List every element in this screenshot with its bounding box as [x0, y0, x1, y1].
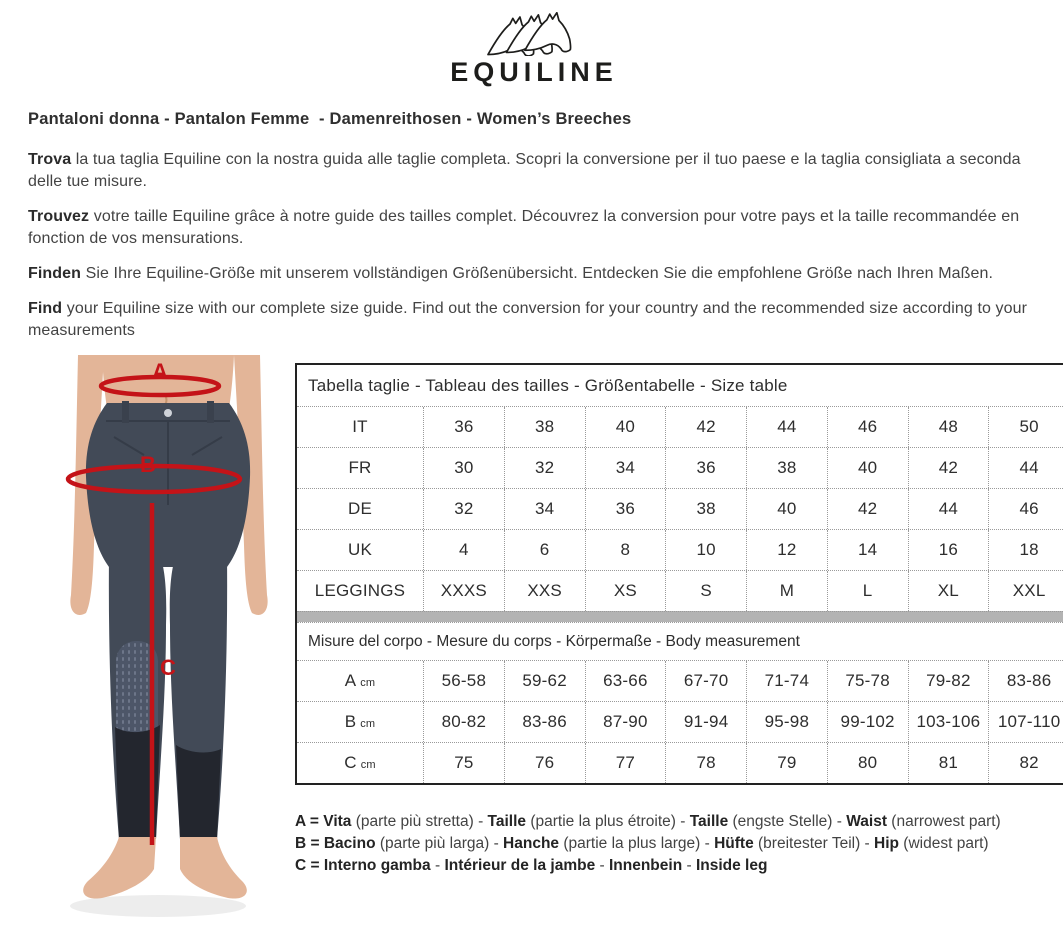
table-row — [297, 488, 1063, 529]
table-cell: 44 — [988, 448, 1063, 488]
table-cell: 83-86 — [504, 702, 585, 742]
legend-line: C = Interno gamba - Intérieur de la jambe - Innenbein - Inside leg — [295, 857, 768, 874]
table-cell: M — [746, 571, 827, 611]
table-row — [297, 447, 1063, 488]
brand-header — [0, 0, 1063, 88]
table-cell: XL — [908, 571, 989, 611]
table-cell: 67-70 — [665, 661, 746, 701]
table-cell: 38 — [504, 407, 585, 447]
table-cell: 76 — [504, 743, 585, 783]
table-title: Tabella taglie - Tableau des tailles - Größentabelle - Size table — [308, 375, 788, 395]
belt-loop — [122, 401, 129, 423]
table-cell: 40 — [585, 407, 666, 447]
label-c: C — [160, 655, 176, 680]
measurement-title: Misure del corpo - Mesure du corps - Körpermaße - Body measurement — [308, 632, 800, 650]
table-cell: XXXS — [423, 571, 504, 611]
table-cell: 36 — [665, 448, 746, 488]
legend-line: B = Bacino (parte più larga) - Hanche (partie la plus large) - Hüfte (breitester Teil) - Hip (widest part) — [295, 835, 989, 852]
table-cell: 32 — [423, 489, 504, 529]
table-cell: 10 — [665, 530, 746, 570]
label-b: B — [140, 452, 156, 477]
table-cell: 56-58 — [423, 661, 504, 701]
table-cell: 80 — [827, 743, 908, 783]
table-cell: 42 — [908, 448, 989, 488]
right-foot — [180, 837, 247, 899]
table-cell: 38 — [665, 489, 746, 529]
main-area — [28, 355, 1061, 930]
table-cell: 38 — [746, 448, 827, 488]
table-cell: 103-106 — [908, 702, 989, 742]
table-cell: 14 — [827, 530, 908, 570]
table-cell: 18 — [988, 530, 1063, 570]
intro-paragraph: Trova la tua taglia Equiline con la nostra guida alle taglie completa. Scopri la conversione per il tuo paese e la taglia consigliata a seconda delle tue misure. — [28, 151, 1021, 190]
table-cell: 40 — [827, 448, 908, 488]
table-row — [297, 406, 1063, 447]
table-row — [297, 701, 1063, 742]
row-label: C cm — [344, 753, 376, 772]
left-foot — [83, 837, 156, 899]
table-cell: XXS — [504, 571, 585, 611]
table-cell: S — [665, 571, 746, 611]
intro-paragraph: Find your Equiline size with our complete size guide. Find out the conversion for your country and the recommended size according to your measurements — [28, 300, 1028, 339]
size-table — [295, 363, 1063, 785]
table-cell: 78 — [665, 743, 746, 783]
table-cell: 44 — [908, 489, 989, 529]
table-cell: 59-62 — [504, 661, 585, 701]
table-row — [297, 529, 1063, 570]
table-cell: 16 — [908, 530, 989, 570]
model-measurement-photo — [48, 355, 290, 929]
legend-line: A = Vita (parte più stretta) - Taille (partie la plus étroite) - Taille (engste Stelle) - Waist (narrowest part) — [295, 813, 1001, 830]
table-cell: L — [827, 571, 908, 611]
separator-band — [297, 611, 1063, 622]
table-row — [297, 660, 1063, 701]
table-cell: 12 — [746, 530, 827, 570]
table-cell: 79-82 — [908, 661, 989, 701]
table-cell: 34 — [504, 489, 585, 529]
table-cell: XXL — [988, 571, 1063, 611]
table-cell: 50 — [988, 407, 1063, 447]
table-cell: 77 — [585, 743, 666, 783]
row-label: B cm — [344, 712, 376, 731]
table-cell: 99-102 — [827, 702, 908, 742]
page-title: Pantaloni donna - Pantalon Femme - Damenreithosen - Women’s Breeches — [28, 110, 632, 128]
table-cell: 71-74 — [746, 661, 827, 701]
measurement-legend — [295, 811, 1063, 877]
label-a: A — [152, 359, 168, 384]
table-cell: 87-90 — [585, 702, 666, 742]
table-title-row — [297, 365, 1063, 406]
size-table-section — [295, 363, 1063, 877]
table-cell: 82 — [988, 743, 1063, 783]
table-cell: 42 — [827, 489, 908, 529]
table-cell: 80-82 — [423, 702, 504, 742]
table-cell: 36 — [585, 489, 666, 529]
table-cell: 91-94 — [665, 702, 746, 742]
row-label: FR — [348, 458, 372, 477]
table-cell: 107-110 — [988, 702, 1063, 742]
row-label: LEGGINGS — [314, 581, 406, 600]
table-cell: 81 — [908, 743, 989, 783]
table-cell: 32 — [504, 448, 585, 488]
row-label: IT — [352, 417, 368, 436]
intro-paragraph: Trouvez votre taille Equiline grâce à notre guide des tailles complet. Découvrez la conversion pour votre pays et la taille recommandée en fonction de vos mensurations. — [28, 208, 1020, 247]
row-label: A cm — [344, 671, 376, 690]
table-cell: 36 — [423, 407, 504, 447]
table-cell: 75 — [423, 743, 504, 783]
table-cell: 44 — [746, 407, 827, 447]
belt-loop — [207, 401, 214, 423]
table-cell: XS — [585, 571, 666, 611]
table-row — [297, 742, 1063, 783]
waist-button — [164, 409, 172, 417]
table-cell: 30 — [423, 448, 504, 488]
table-cell: 79 — [746, 743, 827, 783]
table-cell: 75-78 — [827, 661, 908, 701]
table-cell: 83-86 — [988, 661, 1063, 701]
table-cell: 34 — [585, 448, 666, 488]
brand-name: EQUILINE — [450, 57, 618, 87]
table-cell: 6 — [504, 530, 585, 570]
intro-paragraph: Finden Sie Ihre Equiline-Größe mit unserem vollständigen Größenübersicht. Entdecken Sie die empfohlene Größe nach Ihren Maßen. — [28, 265, 994, 282]
content — [0, 110, 1063, 930]
row-label: UK — [347, 540, 373, 559]
right-sock — [176, 745, 221, 839]
table-cell: 48 — [908, 407, 989, 447]
intro-paragraphs — [28, 149, 1043, 342]
table-cell: 95-98 — [746, 702, 827, 742]
table-row — [297, 570, 1063, 611]
table-cell: 4 — [423, 530, 504, 570]
row-label: DE — [347, 499, 373, 518]
table-cell: 8 — [585, 530, 666, 570]
table-cell: 46 — [827, 407, 908, 447]
table-cell: 63-66 — [585, 661, 666, 701]
table-cell: 40 — [746, 489, 827, 529]
equiline-horses-icon — [472, 12, 592, 56]
table-cell: 42 — [665, 407, 746, 447]
measurement-title-row — [297, 622, 1063, 660]
table-cell: 46 — [988, 489, 1063, 529]
